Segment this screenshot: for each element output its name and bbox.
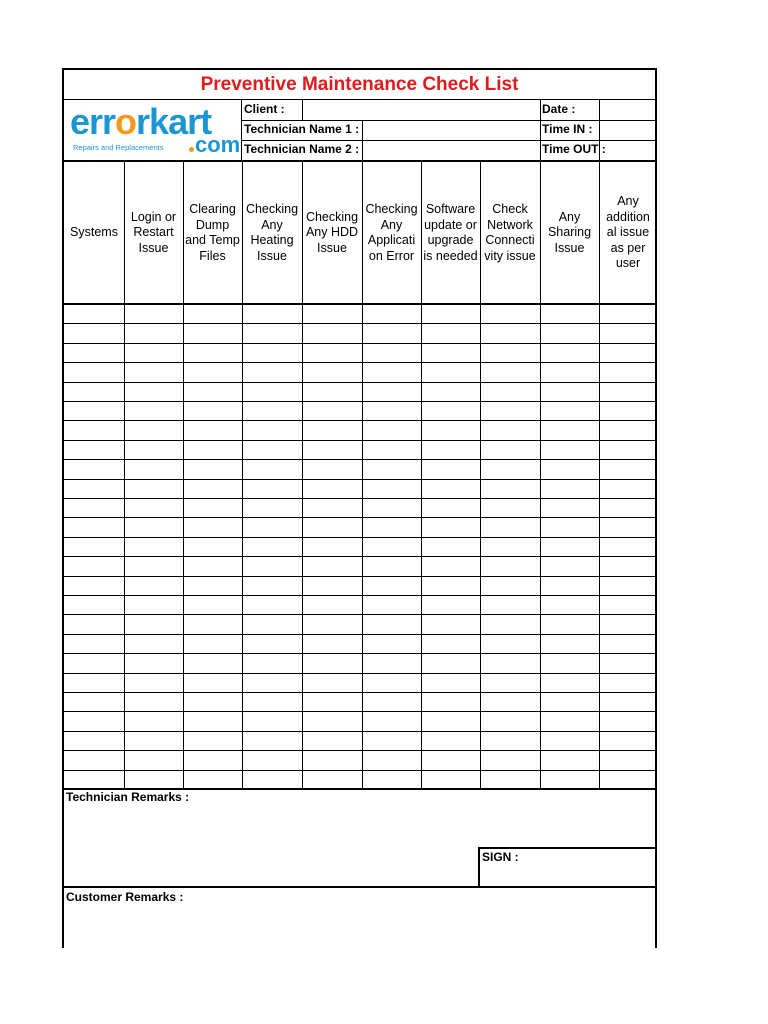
table-row <box>64 420 657 421</box>
table-row <box>64 711 657 712</box>
logo-tagline: Repairs and Replacements <box>73 143 164 152</box>
table-row <box>64 440 657 441</box>
table-row <box>64 634 657 635</box>
page-title: Preventive Maintenance Check List <box>64 70 655 100</box>
sign-box-left <box>478 847 480 887</box>
column-header: Login or Restart Issue <box>130 209 177 255</box>
technician-name-2-label: Technician Name 2 : <box>244 142 360 156</box>
table-row <box>64 750 657 751</box>
table-row <box>64 323 657 324</box>
table-row <box>64 770 657 771</box>
column-header: Checking Any Applicati on Error <box>365 202 418 263</box>
logo-wordmark: errorkart <box>70 101 212 142</box>
table-row <box>64 343 657 344</box>
column-divider <box>480 162 481 788</box>
technician-remarks-label: Technician Remarks : <box>66 790 190 804</box>
column-header: Systems <box>70 225 118 240</box>
header-divider <box>242 140 657 141</box>
table-row <box>64 614 657 615</box>
column-divider <box>183 162 184 788</box>
table-row <box>64 362 657 363</box>
sign-box-top <box>478 847 657 849</box>
table-row <box>64 401 657 402</box>
table-row <box>64 576 657 577</box>
header-divider <box>540 100 541 160</box>
time-in-label: Time IN : <box>542 122 593 136</box>
header-divider <box>362 120 363 160</box>
column-header: Any addition al issue as per user <box>606 194 650 271</box>
table-row <box>64 479 657 480</box>
column-header: Any Sharing Issue <box>547 209 592 255</box>
header-divider <box>242 120 657 121</box>
table-row <box>64 459 657 460</box>
header-divider <box>599 100 600 160</box>
table-row <box>64 537 657 538</box>
column-header: Clearing Dump and Temp Files <box>185 202 240 263</box>
column-divider <box>421 162 422 788</box>
column-divider <box>362 162 363 788</box>
column-header: Checking Any HDD Issue <box>305 209 359 255</box>
customer-remarks-label: Customer Remarks : <box>66 890 184 904</box>
logo-domain: com <box>195 132 241 157</box>
column-divider <box>302 162 303 788</box>
table-row <box>64 382 657 383</box>
table-row <box>64 595 657 596</box>
column-header-bottom-border <box>64 303 657 305</box>
column-header: Checking Any Heating Issue <box>245 202 299 263</box>
checklist-sheet <box>62 68 657 948</box>
logo-dot-icon <box>189 147 194 152</box>
customer-remarks-top-border <box>64 886 657 888</box>
table-row <box>64 517 657 518</box>
column-divider <box>242 162 243 788</box>
column-header: Check Network Connecti vity issue <box>484 202 536 263</box>
technician-name-1-label: Technician Name 1 : <box>244 122 360 136</box>
table-row <box>64 653 657 654</box>
header-divider <box>302 100 303 120</box>
table-row <box>64 692 657 693</box>
table-row <box>64 498 657 499</box>
column-header: Software update or upgrade is needed <box>423 202 478 263</box>
date-label: Date : <box>542 102 576 116</box>
table-row <box>64 556 657 557</box>
errorkart-logo <box>64 100 242 160</box>
table-row <box>64 731 657 732</box>
sign-label: SIGN : <box>482 850 519 864</box>
column-divider <box>124 162 125 788</box>
time-out-label: Time OUT : <box>542 142 606 156</box>
table-row <box>64 673 657 674</box>
client-label: Client : <box>244 102 285 116</box>
column-divider <box>599 162 600 788</box>
column-divider <box>540 162 541 788</box>
